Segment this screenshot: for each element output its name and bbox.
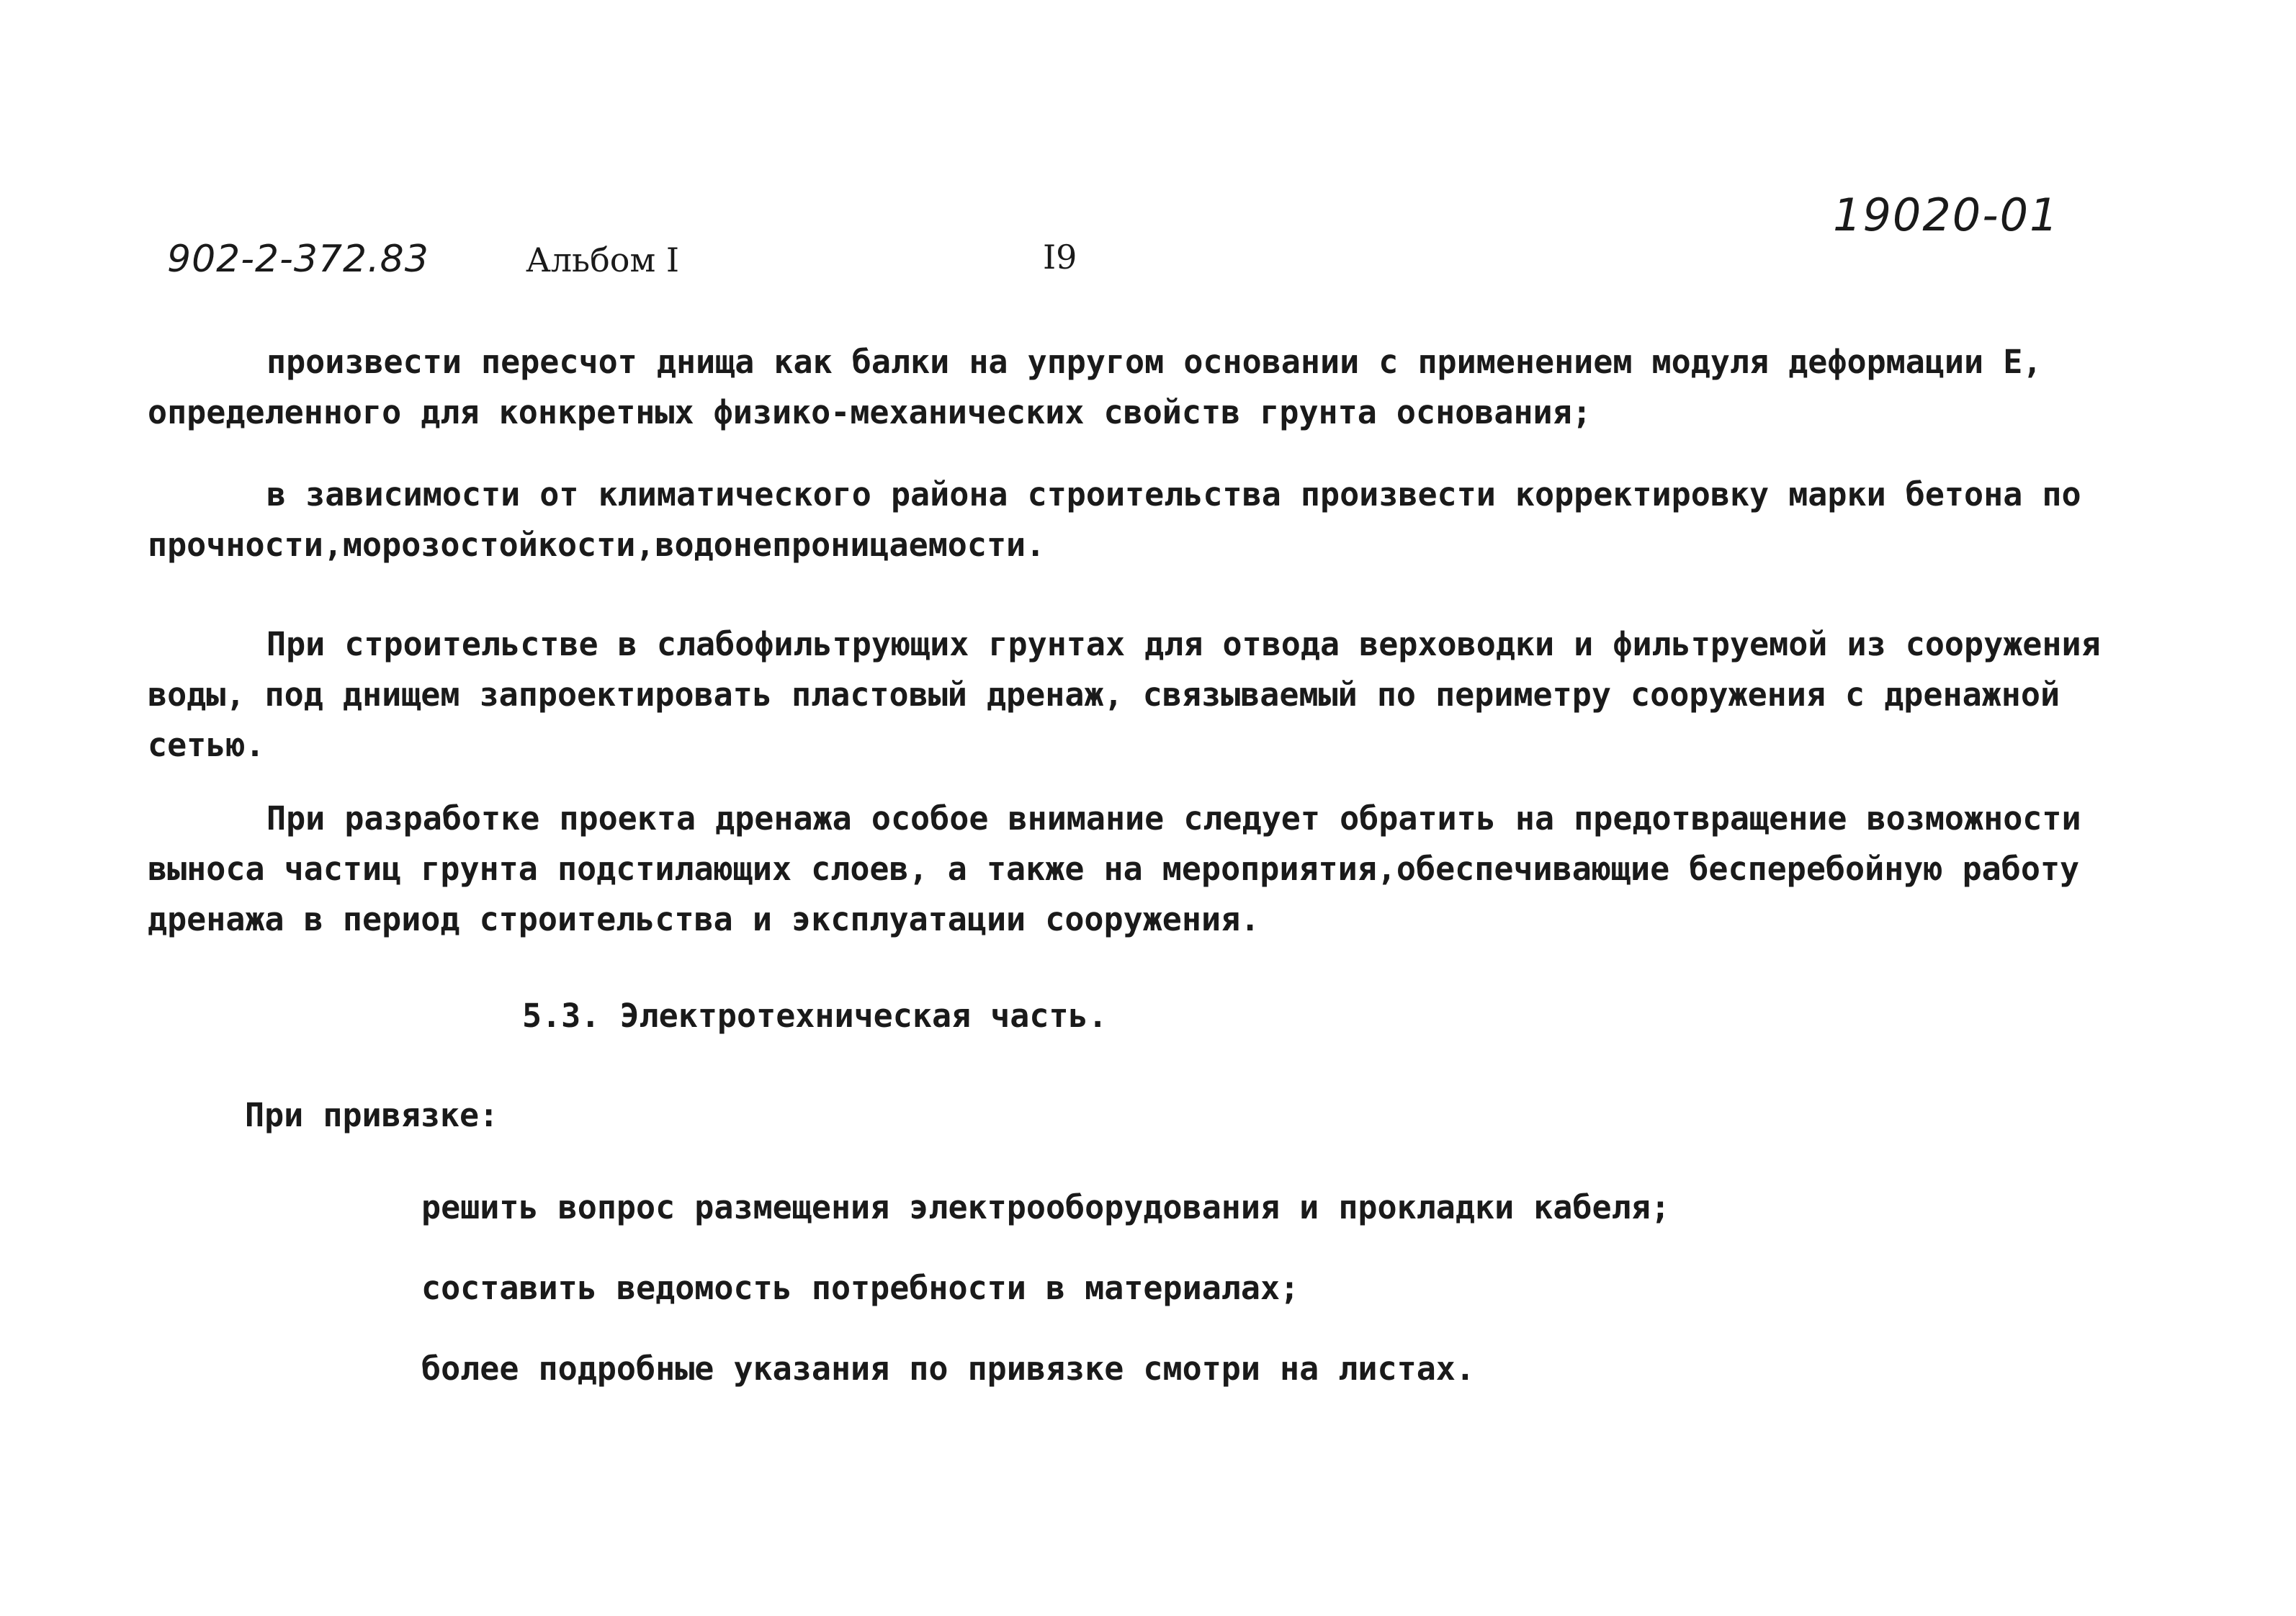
page-number: I9	[1043, 238, 1077, 277]
paragraph-text: в зависимости от климатического района строительства произвести корректировку марки бетона по прочности,морозостойкости,водонепроницаемости.	[148, 475, 2081, 564]
document-code: 902-2-372.83	[167, 238, 429, 281]
section-lead: При привязке:	[245, 1096, 499, 1134]
list-item: решить вопрос размещения электрооборудования и прокладки кабеля;	[421, 1188, 1670, 1226]
paragraph-4	[148, 794, 2121, 945]
paragraph-2	[148, 470, 2121, 570]
album-label: Альбом I	[526, 241, 680, 279]
section-heading: 5.3. Электротехническая часть.	[522, 997, 1108, 1035]
paragraph-text: При разработке проекта дренажа особое внимание следует обратить на предотвращение возможности выноса частиц грунта подстилающих слоев, а также на мероприятия,обеспечивающие бесперебойную работу дренажа в период строительства и эксплуатации сооружения.	[148, 799, 2081, 938]
paragraph-text: произвести пересчот днища как балки на упругом основании с применением модуля деформации Е, определенного для конкретных физико-механических свойств грунта основания;	[148, 343, 2042, 431]
list-item: составить ведомость потребности в материалах;	[421, 1269, 1300, 1307]
paragraph-1	[148, 337, 2121, 438]
inventory-number: 19020-01	[1833, 189, 2060, 241]
paragraph-3	[148, 619, 2121, 771]
list-item: более подробные указания по привязке смотри на листах.	[421, 1350, 1475, 1388]
paragraph-text: При строительстве в слабофильтрующих грунтах для отвода верховодки и фильтруемой из сооружения воды, под днищем запроектировать пластовый дренаж, связываемый по периметру сооружения с дренажной сетью.	[148, 625, 2101, 764]
